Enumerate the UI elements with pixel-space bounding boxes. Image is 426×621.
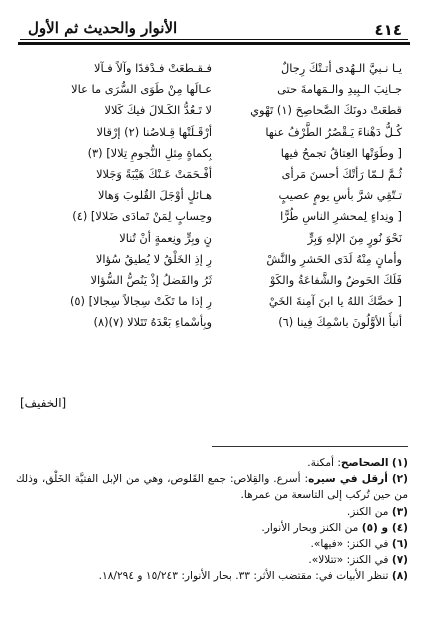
verse-second-hemistich: نٍ وبِرٍّ ونِعمةٍ أنْ تُنالا — [119, 230, 212, 245]
verse-first-hemistich: وأمانٍ مِنْهُ لَدَى الحَشرِ والنَّشْ — [266, 251, 402, 266]
footnotes — [16, 455, 408, 585]
footnote — [16, 568, 408, 584]
footnote-text: تنظر الأبيات في: مقتضب الأثر: ٣٣. بحار الأنوار: ١٥/٢٤٣ و ١٨/٢٩٤. — [98, 570, 389, 583]
footnote — [16, 455, 408, 471]
footnote-number: (٦) — [391, 538, 408, 551]
verse-second-hemistich: رِ إذا ما تَكَتْ سِجالاً سِجالا] (٥) — [69, 294, 212, 309]
verse-first-hemistich: نَحْوَ نُورٍ مِنَ الإلهِ وَبِرٍّ — [307, 230, 402, 245]
footnote-term: أرقل في سيره — [308, 473, 388, 486]
verse-second-hemistich: ثَرُ والفَضلُ إذْ يَنُصُّ السُّؤالا — [90, 272, 212, 287]
verse-first-hemistich: قطعَتْ دونَكَ الصَّحاصِحَ (١) تَهْوي — [250, 103, 402, 118]
footnote-number: (١) — [391, 457, 408, 469]
verse — [20, 143, 410, 164]
verse-first-hemistich: [ وطَوَتْها العِتاقُ تجمحُ فيها — [280, 145, 402, 160]
verse-second-hemistich: رِ إذِ الخَلْقُ لا يُطيقُ سُؤالا — [95, 251, 212, 266]
footnote-number: (٤) و (٥) — [361, 521, 408, 534]
verse-first-hemistich: يـا نـبيَّ الـهُدى أتـتْكَ رِجالٌ — [280, 61, 402, 75]
header-rule — [20, 20, 408, 40]
verse-second-hemistich: عـالَها مِنْ طَوَى السُّرَى ما عالا — [71, 82, 212, 97]
verse-first-hemistich: ثُـمَّ لـمّا رَأتْكَ أحسنَ مَرأى — [281, 166, 402, 181]
verse-second-hemistich: أرْقَـلَتْها قِـلاصُنا (٢) إرْقالا — [96, 124, 212, 139]
footnote-number: (٧) — [391, 554, 408, 567]
running-title: الأنوار والحديث ثم الأول — [28, 19, 178, 37]
footnote-text: من الكنز وبحار الأنوار. — [261, 521, 359, 534]
footnote-separator — [212, 446, 408, 447]
verse-first-hemistich: تـتّقِي شرَّ بأسِ يومٍ عصيبٍ — [278, 188, 402, 203]
footnote-number: (٢) — [391, 473, 408, 486]
verse-first-hemistich: فَلَكَ الحَوضُ والشَّفاعَةُ والكَوْ — [269, 272, 402, 287]
verse-second-hemistich: بِكماةٍ مِثلِ النُّجومِ تِلالا] (٣) — [87, 145, 212, 160]
verse-second-hemistich: وبِأسْماءِ بَعْدَهُ تَتَلالا (٧)(٨) — [93, 315, 212, 330]
footnote-text: من الكنز. — [346, 505, 389, 518]
footnote — [16, 504, 408, 520]
verse — [20, 164, 410, 185]
poem — [20, 58, 410, 333]
verse-second-hemistich: لا تَـعُدُّ الكَـلالَ فيكَ كَلالا — [104, 103, 212, 118]
verse-first-hemistich: جـانِبَ الـبِيدِ والـمَهامةَ حتى — [277, 82, 402, 97]
verse-second-hemistich: أفْـحَمَتْ عَـنْكَ هَيْبَةً وَجَلالا — [96, 166, 212, 181]
verse — [20, 291, 410, 312]
verse — [20, 100, 410, 121]
footnote — [16, 552, 408, 568]
poem-meter-label: [الخفيف] — [20, 396, 67, 410]
verse-second-hemistich: وحِسابٍ لِمَنْ تَمادَى ضَلالا] (٤) — [72, 209, 212, 224]
verse — [20, 312, 410, 333]
footnote-term: الصحاصح — [340, 457, 389, 469]
verse-first-hemistich: أنبأَ الأوَّلُونَ باسْمِكَ فِينا (٦) — [278, 315, 402, 330]
footnote-text: : أسرع. والقِلاص: جمع القَلوص، وهي من الإبل الفتيَّة الخَلْق، وذلك من حين تُركب إلى التاسعة من عمرها. — [16, 473, 408, 502]
verse-first-hemistich: [ خصَّكَ اللهُ يا ابنَ آمِنةَ الخَيْ — [268, 294, 402, 309]
footnote-text: : أمكنة. — [307, 457, 341, 469]
verse — [20, 79, 410, 100]
verse — [20, 122, 410, 143]
verse-first-hemistich: [ ونِداءٍ لِمحشرِ الناسِ طُرًّا — [280, 209, 402, 224]
page-header — [18, 20, 410, 45]
verse — [20, 270, 410, 291]
page-number: ٤١٤ — [374, 21, 402, 39]
footnote — [16, 471, 408, 503]
verse — [20, 185, 410, 206]
verse-first-hemistich: كُـلُّ دَهْناءَ يَـقْصُرُ الطَّرْفُ عنها — [265, 124, 402, 139]
footnote-number: (٨) — [391, 570, 408, 583]
verse — [20, 206, 410, 227]
footnote-text: في الكنز: «فيها». — [310, 538, 389, 551]
verse — [20, 58, 410, 79]
verse — [20, 249, 410, 270]
footnote — [16, 536, 408, 552]
verse-second-hemistich: فـقـطعَتْ فـدْفدًا وآلاً فـآلا — [93, 61, 212, 75]
verse-second-hemistich: هـائلٍ أوْجَلَ القُلوبَ وَهالا — [97, 188, 212, 203]
footnote — [16, 520, 408, 536]
footnote-text: في الكنز: «تتلالا». — [308, 554, 389, 567]
verse — [20, 228, 410, 249]
footnote-number: (٣) — [391, 505, 408, 518]
